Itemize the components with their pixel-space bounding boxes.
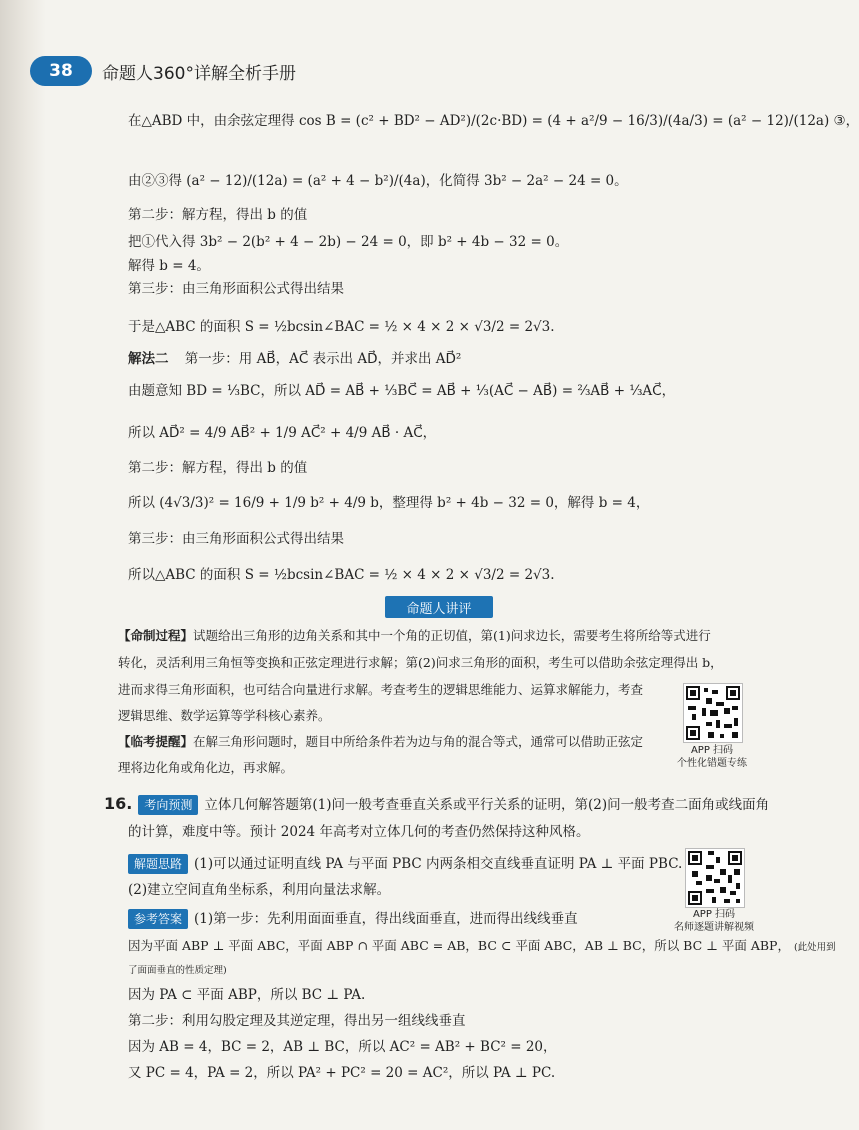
step-heading: (1)第一步：先利用面面垂直，得出线面垂直，进而得出线线垂直	[194, 911, 578, 927]
step-heading: 第二步：解方程，得出 b 的值	[128, 460, 308, 476]
reminder-text: 在解三角形问题时，题目中所给条件若为边与角的混合等式，通常可以借助正弦定	[193, 734, 644, 749]
text-line: 解得 b = 4。	[128, 258, 210, 274]
text-line: 因为 PA ⊂ 平面 ABP，所以 BC ⊥ PA.	[128, 987, 366, 1003]
book-title: 命题人360°详解全析手册	[102, 63, 296, 84]
text-line: (1)可以通过证明直线 PA 与平面 PBC 内两条相交直线垂直证明 PA ⊥ 平面 PBC.	[194, 856, 683, 872]
qr-caption-line: 名师逐题讲解视频	[674, 922, 754, 933]
step-heading: 第三步：由三角形面积公式得出结果	[128, 281, 344, 297]
page-binding-edge	[0, 0, 46, 1130]
tag-approach: 解题思路	[128, 854, 188, 874]
text-line: 于是△ABC 的面积 S = ½bcsin∠BAC = ½ × 4 × 2 × √3/2 = 2√3.	[128, 319, 555, 335]
text-line: 的计算，难度中等。预计 2024 年高考对立体几何的考查仍然保持这种风格。	[128, 824, 590, 840]
text-line: 立体几何解答题第(1)问一般考查垂直关系或平行关系的证明，第(2)问一般考查二面角或线面角	[204, 797, 770, 813]
qr-code-icon[interactable]	[685, 848, 745, 908]
step-heading: 第二步：利用勾股定理及其逆定理，得出另一组线线垂直	[128, 1013, 466, 1029]
commentary-line: 进而求得三角形面积，也可结合向量进行求解。考查考生的逻辑思维能力、运算求解能力，考查	[118, 682, 644, 697]
commentary-line	[118, 627, 711, 645]
page-header	[30, 54, 340, 88]
tag-prediction: 考向预测	[138, 795, 198, 815]
solution-two-line	[128, 350, 461, 368]
text-line-main: 因为平面 ABP ⊥ 平面 ABC，平面 ABP ∩ 平面 ABC = AB，BC ⊂ 平面 ABC，AB ⊥ BC，所以 BC ⊥ 平面 ABP，	[128, 938, 790, 953]
commentary-label: 【命制过程】	[118, 628, 194, 643]
page-number: 38	[30, 56, 92, 86]
step-heading: 第一步：用 AB⃗，AC⃗ 表示出 AD⃗，并求出 AD⃗²	[184, 351, 462, 367]
step-heading: 第三步：由三角形面积公式得出结果	[128, 531, 344, 547]
qr-code-icon[interactable]	[683, 683, 743, 743]
qr-caption-line: APP 扫码	[692, 909, 736, 920]
problem-16-line	[104, 795, 769, 815]
answer-line	[128, 909, 578, 929]
section-heading: 命题人讲评	[385, 596, 493, 618]
text-line: 由②③得 (a² − 12)/(12a) = (a² + 4 − b²)/(4a)，化简得 3b² − 2a² − 24 = 0。	[128, 173, 628, 189]
annotation-note: (此处用到	[793, 942, 836, 953]
qr-caption	[667, 908, 761, 934]
approach-line	[128, 854, 682, 874]
qr-caption	[670, 744, 754, 770]
text-line: 又 PC = 4，PA = 2，所以 PA² + PC² = 20 = AC²，所以 PA ⊥ PC.	[128, 1065, 556, 1081]
text-line	[128, 937, 836, 957]
text-line: (2)建立空间直角坐标系，利用向量法求解。	[128, 882, 391, 898]
tag-answer: 参考答案	[128, 909, 188, 929]
text-line: 所以 AD⃗² = 4/9 AB⃗² + 1/9 AC⃗² + 4/9 AB⃗ · AC⃗，	[128, 425, 437, 441]
text-line: 因为 AB = 4，BC = 2，AB ⊥ BC，所以 AC² = AB² + BC² = 20，	[128, 1039, 557, 1055]
reminder-line: 理将边化角或角化边，再求解。	[118, 760, 294, 775]
commentary-line: 转化，灵活利用三角恒等变换和正弦定理进行求解；第(2)问求三角形的面积，考生可以借助余弦定理得出 b，	[118, 655, 723, 670]
annotation-note: 了面面垂直的性质定理)	[128, 965, 227, 976]
qr-caption-line: APP 扫码	[690, 745, 734, 756]
text-line: 所以△ABC 的面积 S = ½bcsin∠BAC = ½ × 4 × 2 × √3/2 = 2√3.	[128, 567, 555, 583]
problem-number: 16.	[104, 794, 133, 813]
commentary-text: 试题给出三角形的边角关系和其中一个角的正切值，第(1)问求边长，需要考生将所给等式进行	[193, 628, 711, 643]
solution-two-label: 解法二	[128, 351, 169, 367]
reminder-line	[118, 733, 643, 751]
reminder-label: 【临考提醒】	[118, 734, 194, 749]
commentary-line: 逻辑思维、数学运算等学科核心素养。	[118, 708, 331, 723]
qr-caption-line: 个性化错题专练	[677, 758, 747, 769]
text-line: 由题意知 BD = ⅓BC，所以 AD⃗ = AB⃗ + ⅓BC⃗ = AB⃗ + ⅓(AC⃗ − AB⃗) = ⅔AB⃗ + ⅓AC⃗，	[128, 383, 676, 399]
step-heading: 第二步：解方程，得出 b 的值	[128, 207, 308, 223]
text-line: 所以 (4√3/3)² = 16/9 + 1/9 b² + 4/9 b，整理得 b² + 4b − 32 = 0，解得 b = 4，	[128, 495, 650, 511]
text-line: 在△ABD 中，由余弦定理得 cos B = (c² + BD² − AD²)/(2c·BD) = (4 + a²/9 − 16/3)/(4a/3) = (a² − 12)/(12a) ③，	[128, 113, 859, 129]
text-line: 把①代入得 3b² − 2(b² + 4 − 2b) − 24 = 0，即 b² + 4b − 32 = 0。	[128, 234, 569, 250]
